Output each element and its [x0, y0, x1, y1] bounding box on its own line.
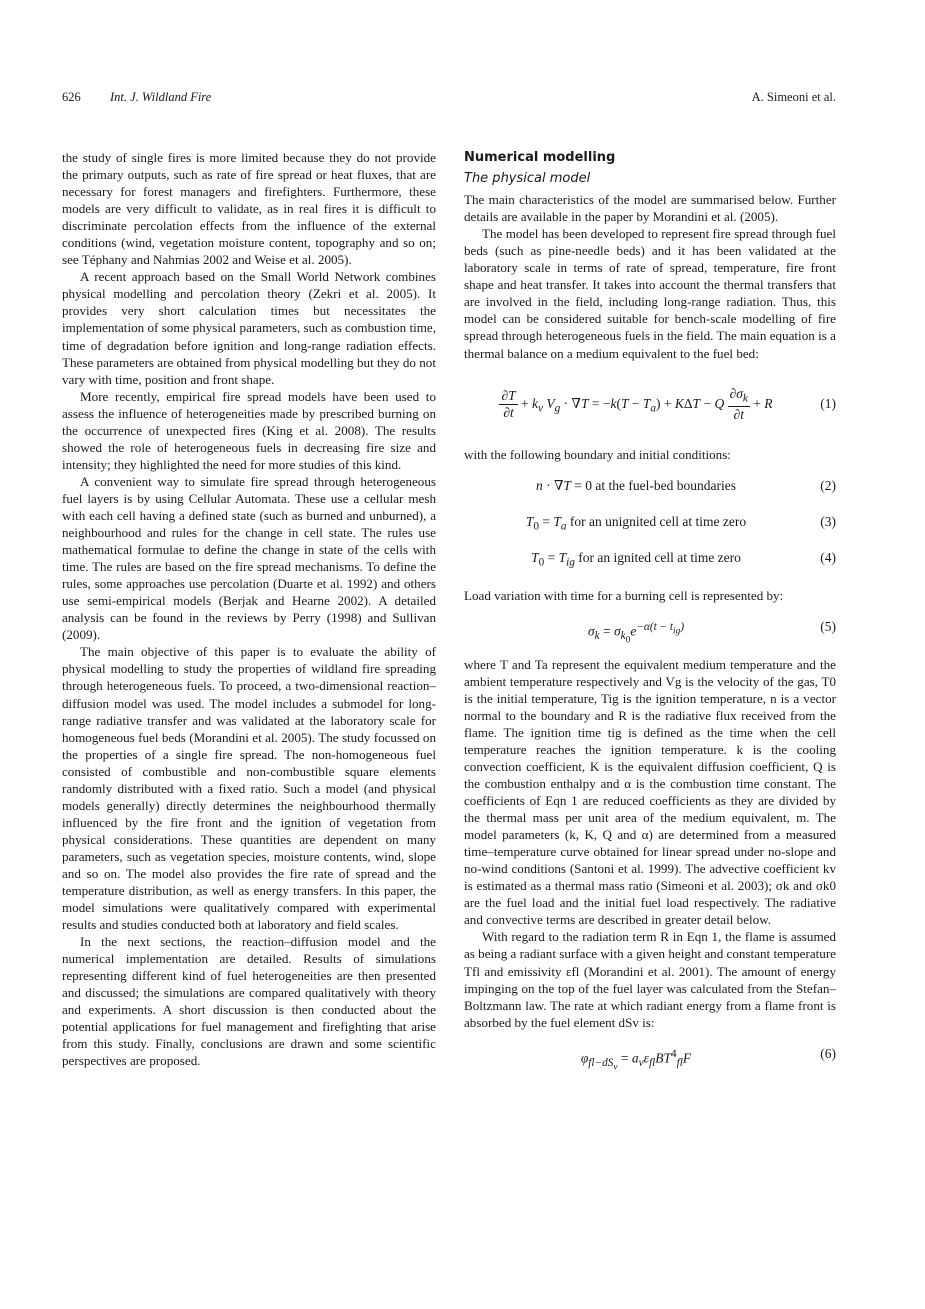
- equation-5-number: (5): [820, 618, 836, 634]
- equation-2-text: at the fuel-bed boundaries: [595, 477, 736, 493]
- journal-title: Int. J. Wildland Fire: [110, 90, 212, 104]
- running-authors: A. Simeoni et al.: [751, 90, 836, 104]
- right-column: [464, 149, 836, 1073]
- paragraph: More recently, empirical fire spread models have been used to assess the influence of heterogeneities made by prescribed burning on the occurrence of unexpected fires (King et al. 2008). The results showed the role of heterogeneous fuels in decreasing fire size and intensity; they highlighted the need for more studies of this kind.: [62, 388, 436, 472]
- running-header: [62, 90, 836, 108]
- equation-4-number: (4): [820, 549, 836, 565]
- paragraph: In the next sections, the reaction–diffusion model and the numerical implementation are detailed. Results of simulations representing different kind of fuel heterogeneities are then presented and discussed; the simulations are compared qualitatively with theory and experiments. A short discussion is then conducted about the potential applications for fuel management and firefighting that arise from this study. Finally, conclusions are drawn and some scientific perspectives are proposed.: [62, 934, 436, 1069]
- paragraph: Load variation with time for a burning cell is represented by:: [464, 587, 784, 603]
- equation-4-text: for an ignited cell at time zero: [578, 549, 741, 565]
- paragraph: with the following boundary and initial conditions:: [464, 446, 731, 462]
- equation-1-body: $\frac{\partial T}{\partial t}$ + $k_v$ $V_g \cdot \nabla T = -k(T - T_a) + K\Delta T - Q$ $\frac{\partial\sigma_k}{\partial t}$ + R: [501, 385, 773, 423]
- paragraph: With regard to the radiation term R in Eqn 1, the flame is assumed as being a radiant surface with a given height and constant temperature Tfl and emissivity εfl (Morandini et al. 2001). The amount of energy impinging on the top of the fuel layer was calculated from the Stefan–Boltzmann law. The rate at which radiant energy from a flame front is absorbed by the fuel element dSv is:: [464, 929, 836, 1030]
- left-column: [62, 149, 436, 1070]
- equation-1-number: (1): [820, 395, 836, 411]
- equation-2-number: (2): [820, 477, 836, 493]
- equation-3: $T_0 = T_a$ for an unignited cell at time zero (3): [464, 509, 836, 535]
- paragraph: A recent approach based on the Small World Network combines physical modelling and percolation theory (Zekri et al. 2005). It provides very short calculation times but necessitates the implementation of some physical parameters, such as combustion time, time of degradation before ignition and long-range radiation effects. These parameters are obtained from physical modelling but they do not vary with time, position and front shape.: [62, 269, 436, 387]
- equation-3-number: (3): [820, 513, 836, 529]
- equation-6-number: (6): [820, 1045, 836, 1061]
- equation-5: $\sigma_k = \sigma_{k_0}e^{-\alpha(t - t_{ig})}$ (5): [464, 614, 836, 640]
- paragraph: where T and Ta represent the equivalent medium temperature and the ambient temperature respectively and Vg is the velocity of the gas, T0 is the initial temperature, Tig is the ignition temperature, n is a vector normal to the boundary and R is the radiative flux received from the flame. The ignition time tig is defined as the time when the cell temperature reaches the ignition temperature. k is the cooling convection coefficient, K is the equivalent diffusion coefficient, Q is the combustion enthalpy and α is the combustion time constant. The coefficients of Eqn 1 are reduced coefficients as they are divided by the thermal mass per unit area of the medium equivalent, m. The model parameters (k, K, Q and α) are determined from a measured time–temperature curve obtained for linear spread under no-slope and no-wind conditions (Santoni et al. 1999). The advective coefficient kv is estimated as a thermal mass ratio (Simeoni et al. 2003); σk and σk0 are the fuel load and the initial fuel load respectively. The radiative and convective terms are described in greater detail below.: [464, 656, 836, 928]
- section-title: Numerical modelling: [464, 150, 616, 165]
- page-number: 626: [62, 90, 81, 104]
- equation-1: [464, 378, 836, 430]
- paragraph: The main objective of this paper is to evaluate the ability of physical modelling to study the properties of wildland fire spreading through heterogeneous fuels. To proceed, a two-dimensional reaction–diffusion model was used. The model includes a submodel for long-range radiative transfer and was validated at the laboratory scale for homogeneous fuel beds (Morandini et al. 2005). The study focussed on the properties of a single fire spread. The non-homogeneous fuel consisted of combustible and non-combustible square elements randomly distributed with a fixed ratio. Such a model (and physical models generally) directly determines the neighbourhood thermally influenced by the fire front and the ignition of vegetation from physical considerations. These quantities are dependent on many parameters, such as vegetation species, moisture contents, wind, slope and so on. The model also provides the fire rate of spread and the temperature distribution, as well as energy transfers. In this paper, the model simulations were qualitatively compared with experimental results and studies conducted both at laboratory and field scales.: [62, 644, 436, 933]
- equation-6: $\varphi_{fl-dS_v} = a_v\varepsilon_{fl}BT^4_{fl}F$ (6): [464, 1041, 836, 1067]
- paragraph: the study of single fires is more limited because they do not provide the primary outputs, such as rate of fire spread or heat fluxes, that are necessary for forest managers and firefighters. Furthermore, these models are very difficult to validate, as in real fires it is difficult to discriminate percolation effects from the influence of the external conditions (wind, vegetation moisture content, topography and so on; see Téphany and Nahmias 2002 and Weise et al. 2005).: [62, 150, 436, 268]
- paragraph: The model has been developed to represent fire spread through fuel beds (such as pine-needle beds) and it has been validated at the laboratory scale in terms of rate of spread, temperature, fire front shape and heat transfer. It takes into account the thermal transfers that are involved in the field, including long-range radiation. Thus, this model can be considered suitable for bench-scale modelling of fire spread through heterogeneous fuels in the field. The main equation is a thermal balance on a medium equivalent to the fuel bed:: [464, 226, 836, 361]
- equation-3-text: for an unignited cell at time zero: [569, 513, 747, 529]
- equation-2: n · ∇T = 0 at the fuel-bed boundaries (2): [464, 473, 836, 499]
- subsection-title: The physical model: [464, 171, 591, 187]
- paragraph: The main characteristics of the model are summarised below. Further details are available in the paper by Morandini et al. (2005).: [464, 192, 836, 225]
- equation-4: $T_0 = T_{ig}$ for an ignited cell at time zero (4): [464, 545, 836, 571]
- paragraph: A convenient way to simulate fire spread through heterogeneous fuel layers is by using Cellular Automata. These use a cellular mesh with each cell having a defined state (such as burned and unburned), a neighbourhood and rules for the change in cell state. The rules use mathematical formulae to define the change in state of the cells with time. The rules are based on the fire spread mechanisms. To define the rules, some approaches use percolation (Duarte et al. 1992) and others use semi-empirical models (Berjak and Hearne 2002). A detailed analysis can be found in the reviews by Perry (1998) and Sullivan (2009).: [62, 473, 436, 643]
